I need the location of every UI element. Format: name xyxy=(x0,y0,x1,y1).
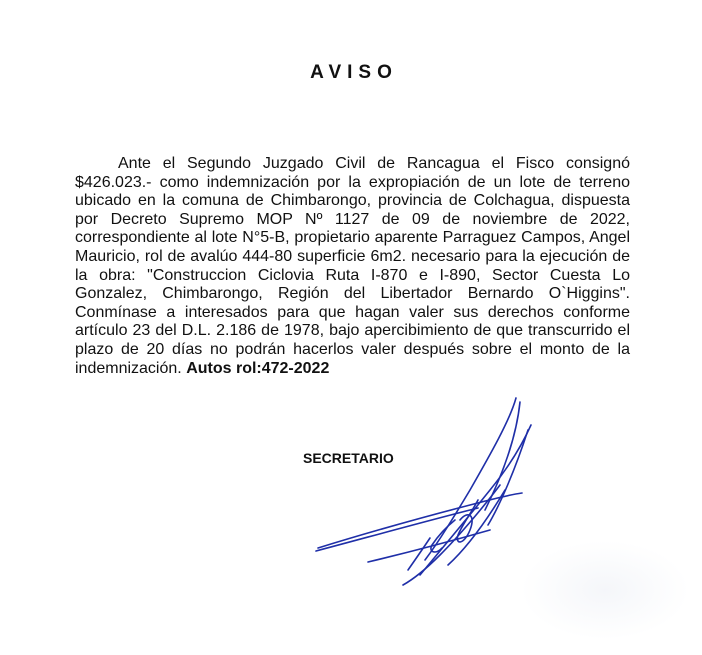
notice-body xyxy=(75,155,630,378)
notice-paragraph: Ante el Segundo Juzgado Civil de Rancagua el Fisco consignó $426.023.- como indemnización por la expropiación de un lote de terreno ubicado en la comuna de Chimbarongo, provincia de Colchagua, dispuesta por Decreto Supremo MOP Nº 1127 de 09 de noviembre de 2022, correspondiente al lote N°5-B, propietario aparente Parraguez Campos, Angel Mauricio, rol de avalúo 444-80 superficie 6m2. necesario para la ejecución de la obra: "Construccion Ciclovia Ruta I-870 e I-890, Sector Cuesta Lo Gonzalez, Chimbarongo, Región del Libertador Bernardo O`Higgins". Conmínase a interesados para que hagan valer sus derechos conforme artículo 23 del D.L. 2.186 de 1978, bajo apercibimiento de que transcurrido el plazo de 20 días no podrán hacerlos valer después sobre el monto de la indemnización. xyxy=(75,155,630,377)
case-reference: Autos rol:472-2022 xyxy=(186,359,330,377)
notice-title: AVISO xyxy=(310,62,398,83)
paper-smudge xyxy=(520,540,690,640)
signer-title: SECRETARIO xyxy=(303,450,394,466)
